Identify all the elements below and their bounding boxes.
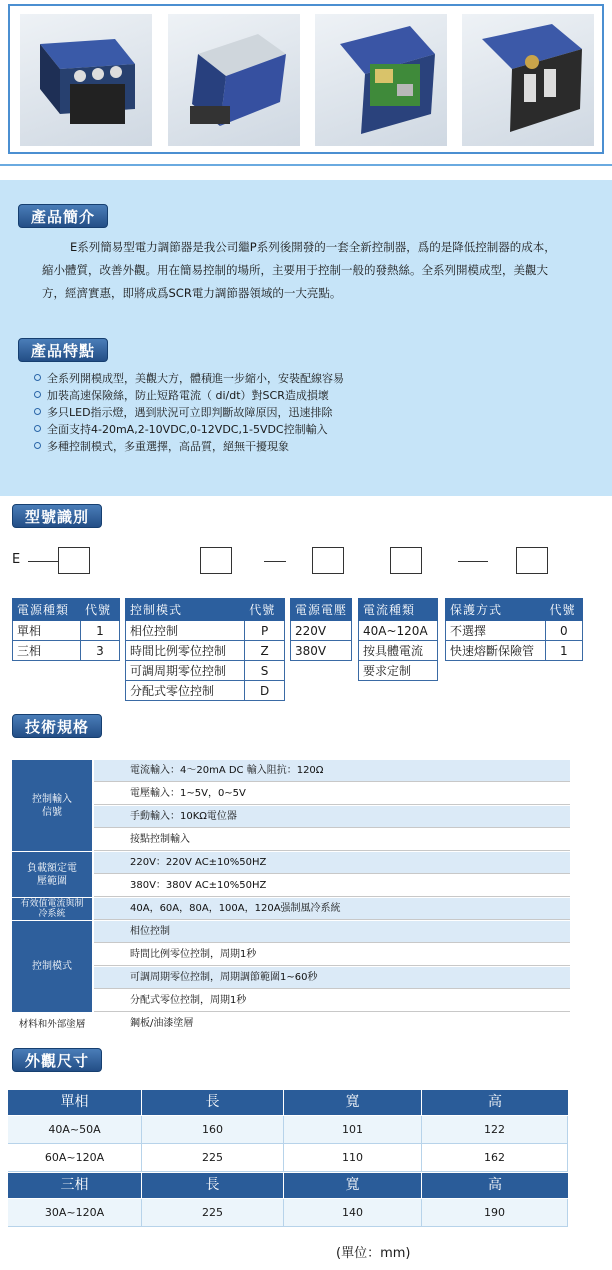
bullet-icon (34, 374, 41, 381)
current-table: 電流種類 40A~120A 按具體電流 要求定制 (358, 598, 438, 681)
spec-row: 220V：220V AC±10%50HZ (94, 852, 570, 874)
spec-row: 40A，60A，80A，100A，120A强制風冷系統 (94, 898, 570, 920)
spec-row: 相位控制 (94, 921, 570, 943)
bullet-icon (34, 425, 41, 432)
code-box-protection (516, 547, 548, 574)
model-heading: 型號識別 (12, 504, 102, 528)
spec-label: 負載額定電壓範圍 (12, 852, 92, 898)
features-heading: 產品特點 (18, 338, 108, 362)
section-divider (0, 164, 612, 166)
bullet-icon (34, 442, 41, 449)
feature-item: 多種控制模式，多重選擇，高品質，絕無干擾現象 (34, 438, 289, 455)
spec-label: 有效值電流與制冷系統 (12, 898, 92, 921)
spec-row: 接點控制輸入 (94, 829, 570, 851)
dim-cell: 190 (422, 1199, 568, 1227)
feature-item: 多只LED指示燈，遇到狀況可立即判斷故障原因，迅速排除 (34, 404, 333, 421)
code-dash (458, 561, 488, 562)
dim-header: 長 (142, 1090, 284, 1115)
spec-row: 分配式零位控制，周期1秒 (94, 990, 570, 1012)
intro-line-2: 縮小體質，改善外觀。用在簡易控制的場所，主要用于控制一般的發熱絲。全系列開模成型，美觀大 (42, 263, 548, 277)
bullet-icon (34, 391, 41, 398)
spec-row: 可調周期零位控制，周期調節範圍1~60秒 (94, 967, 570, 989)
power-type-table: 電源種類 代號 單相 1 三相 3 (12, 598, 120, 661)
dim-header: 高 (422, 1173, 568, 1198)
dim-cell: 160 (142, 1116, 284, 1144)
spec-label: 材料和外部塗層 (12, 1013, 92, 1036)
dim-cell: 140 (284, 1199, 422, 1227)
specs-heading: 技術規格 (12, 714, 102, 738)
dim-cell: 122 (422, 1116, 568, 1144)
feature-item: 全面支持4-20mA,2-10VDC,0-12VDC,1-5VDC控制輸入 (34, 421, 328, 438)
voltage-table: 電源電壓 220V 380V (290, 598, 352, 661)
dim-header: 長 (142, 1173, 284, 1198)
bullet-icon (34, 408, 41, 415)
dimensions-table (8, 1090, 568, 1225)
dimensions-heading: 外觀尺寸 (12, 1048, 102, 1072)
dim-cell: 30A~120A (8, 1199, 142, 1227)
spec-row: 380V：380V AC±10%50HZ (94, 875, 570, 897)
dim-cell: 110 (284, 1144, 422, 1172)
model-prefix: E (12, 552, 21, 567)
dim-header: 三相 (8, 1173, 142, 1198)
dim-cell: 225 (142, 1144, 284, 1172)
intro-line-1: E系列簡易型電力調節器是我公司繼P系列後開發的一套全新控制器，爲的是降低控制器的成本， (70, 240, 556, 254)
intro-heading: 產品簡介 (18, 204, 108, 228)
code-dash (264, 561, 286, 562)
dim-cell: 101 (284, 1116, 422, 1144)
spec-row: 手動輸入：10KΩ電位器 (94, 806, 570, 828)
product-photo-2 (168, 14, 300, 146)
code-box-voltage (312, 547, 344, 574)
info-panel (0, 180, 612, 496)
code-box-current (390, 547, 422, 574)
dim-header: 單相 (8, 1090, 142, 1115)
intro-line-3: 方，經濟實惠，即將成爲SCR電力調節器領域的一大亮點。 (42, 286, 342, 300)
product-photo-strip (8, 4, 604, 154)
product-photo-4 (462, 14, 594, 146)
code-box-power (58, 547, 90, 574)
spec-row: 電流輸入：4～20mA DC 輸入阻抗：120Ω (94, 760, 570, 782)
feature-item: 加裝高速保險絲，防止短路電流（ di/dt）對SCR造成損壞 (34, 387, 329, 404)
dim-header: 寬 (284, 1173, 422, 1198)
feature-item: 全系列開模成型，美觀大方，體積進一步縮小，安裝配線容易 (34, 370, 344, 387)
control-mode-table: 控制模式 代號 相位控制 P 時間比例零位控制 Z 可調周期零位控制 S 分配式零位控制 D (125, 598, 285, 701)
dim-cell: 40A~50A (8, 1116, 142, 1144)
spec-row: 鋼板/油漆塗層 (94, 1013, 570, 1035)
dim-header: 寬 (284, 1090, 422, 1115)
dim-header: 高 (422, 1090, 568, 1115)
spec-row: 電壓輸入：1~5V，0~5V (94, 783, 570, 805)
dim-cell: 225 (142, 1199, 284, 1227)
code-dash (28, 561, 58, 562)
dim-cell: 60A~120A (8, 1144, 142, 1172)
dim-cell: 162 (422, 1144, 568, 1172)
product-photo-1 (20, 14, 152, 146)
code-box-control (200, 547, 232, 574)
dimensions-unit: (單位：mm) (336, 1246, 411, 1261)
spec-label: 控制模式 (12, 921, 92, 1013)
spec-row: 時間比例零位控制，周期1秒 (94, 944, 570, 966)
spec-label: 控制輸入信號 (12, 760, 92, 852)
protection-table: 保護方式 代號 不選擇 0 快速熔斷保險管 1 (445, 598, 583, 661)
product-photo-3 (315, 14, 447, 146)
